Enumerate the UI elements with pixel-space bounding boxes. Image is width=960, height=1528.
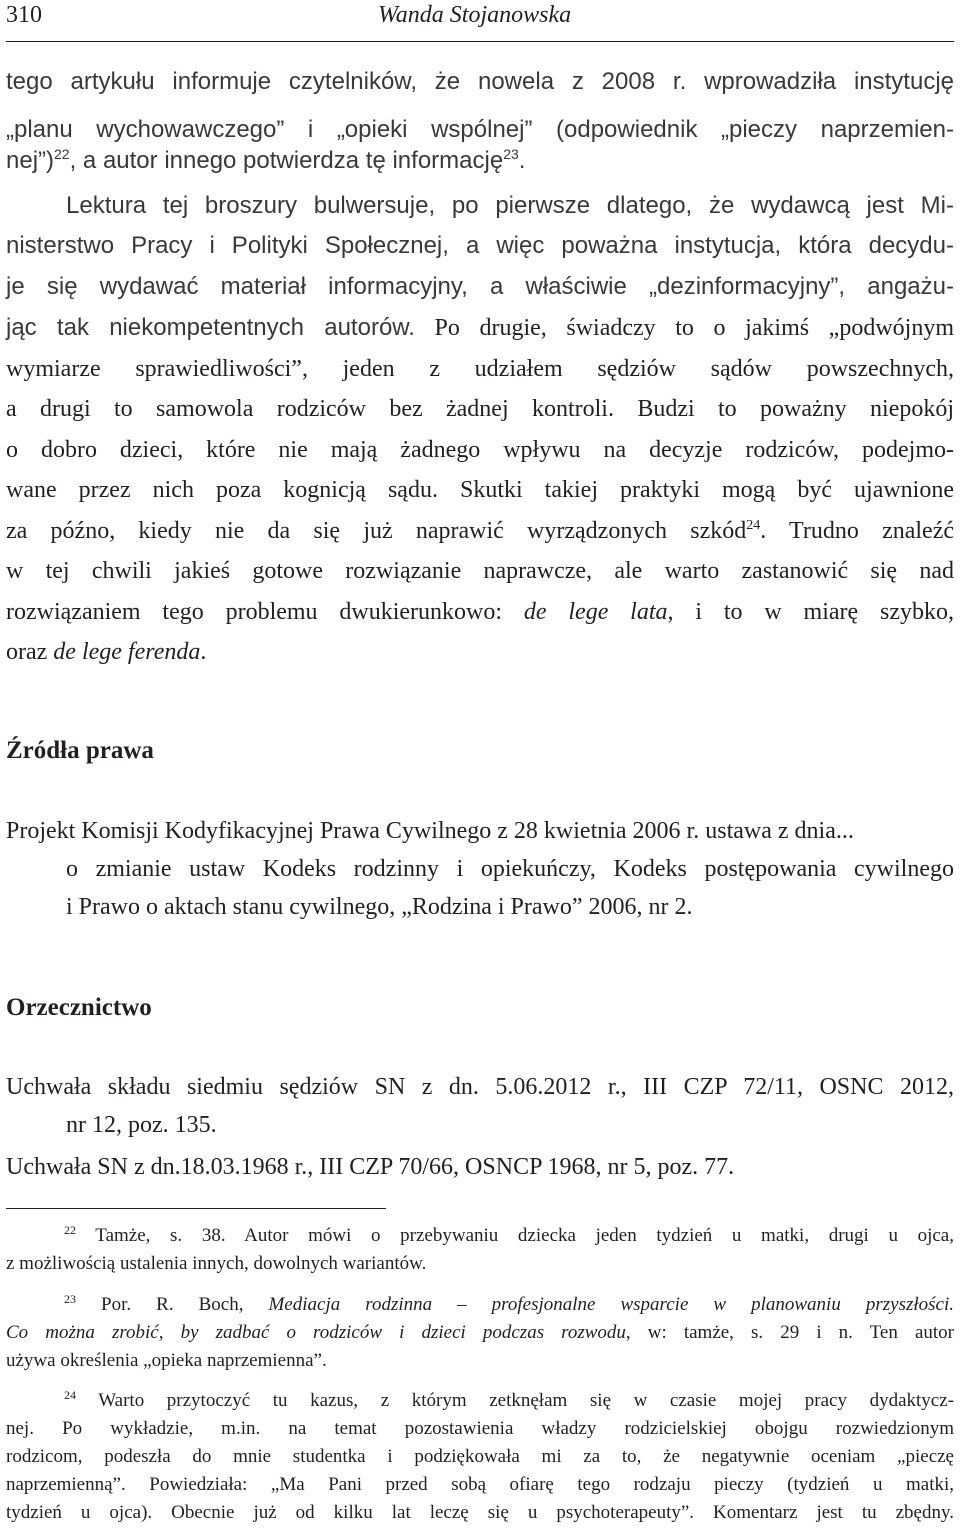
text: Skutki takiej praktyki mogą być ujawnione — [437, 477, 954, 503]
page-number: 310 — [6, 2, 42, 28]
footnote-24-cont: nej. Po wykładzie, m.in. na temat pozostawienia władzy rodzicielskiej obojgu rozwiedzionym — [6, 1418, 954, 1439]
text: Po drugie, świadczy to o jakimś „podwójnym — [414, 315, 954, 341]
text: za późno, kiedy nie da się już naprawić wyrządzonych szkód — [6, 518, 747, 544]
body-line — [6, 516, 954, 546]
text: nej”) — [6, 147, 55, 174]
header-rule — [6, 41, 954, 42]
text: jąc tak niekompetentnych autorów. — [6, 314, 415, 341]
body-line — [66, 191, 954, 221]
body-line — [6, 313, 954, 343]
text: o dobro dzieci, które nie mają żadnego wpływu na decyzje rodziców, podejmo- — [6, 437, 954, 463]
footnote-22 — [64, 1223, 954, 1249]
caselaw-entry-cont: nr 12, poz. 135. — [66, 1112, 217, 1138]
caselaw-entry: Uchwała składu siedmiu sędziów SN z dn. 5.06.2012 r., III CZP 72/11, OSNC 2012, — [6, 1074, 954, 1100]
reference-entry: Projekt Komisji Kodyfikacyjnej Prawa Cywilnego z 28 kwietnia 2006 r. ustawa z dnia... — [6, 818, 854, 844]
text: nisterstwo Pracy i Polityki Społecznej, a więc poważna instytucja, która decydu- — [6, 232, 954, 259]
body-line — [6, 394, 954, 424]
footnote-23-cont — [6, 1320, 954, 1346]
caselaw-entry: Uchwała SN z dn.18.03.1968 r., III CZP 70/66, OSNCP 1968, nr 5, poz. 77. — [6, 1154, 735, 1180]
footnote-24 — [64, 1388, 954, 1414]
latin-term: de lege lata — [523, 599, 668, 625]
reference-entry-cont: o zmianie ustaw Kodeks rodzinny i opiekuńczy, Kodeks postępowania cywilnego — [66, 856, 954, 882]
footnote-number: 23 — [64, 1292, 76, 1306]
text: je się wydawać materiał informacyjny, a właściwie „dezinformacyjny”, angażu- — [6, 273, 954, 300]
text: rozwiązaniem tego problemu dwukierunkowo: — [6, 599, 524, 625]
text: wymiarze sprawiedliwości”, jeden z udziałem sędziów sądów powszechnych, — [6, 356, 954, 382]
text: , i to w miarę szybko, — [667, 599, 955, 625]
running-title: Wanda Stojanowska — [378, 2, 572, 28]
text: , a autor innego potwierdza tę informację — [69, 147, 504, 174]
text: tego artykułu informuje czytelników, że nowela z 2008 r. wprowadziła instytucję — [6, 68, 954, 95]
text: Lektura tej broszury bulwersuje, po pierwsze dlatego, że wydawcą jest Mi- — [66, 192, 954, 219]
text: w tej chwili jakieś gotowe rozwiązanie naprawcze, ale warto zastanowić się nad — [6, 558, 954, 584]
footnote-24-cont: rodzicom, podeszła do mnie studentka i podziękowała mi za to, że negatywnie oceniam „pieczę — [6, 1446, 954, 1467]
text: oraz — [6, 639, 54, 665]
text: Budzi to poważny niepokój — [613, 396, 955, 422]
footnote-24-cont: naprzemienną”. Powiedziała: „Ma Pani przed sobą ofiarę tego rodzaju pieczy (tydzień u matki, — [6, 1474, 954, 1495]
footnote-ref-23[interactable]: 23 — [503, 146, 519, 162]
footnote-23-cont: używa określenia „opieka naprzemienna”. — [6, 1350, 327, 1371]
body-line — [6, 231, 954, 261]
text: . — [518, 147, 526, 174]
footnote-ref-24[interactable]: 24 — [746, 518, 761, 533]
text: Warto przytoczyć tu kazus, z którym zetknęłam się w czasie mojej pracy dydaktycz- — [76, 1390, 954, 1411]
footnote-23 — [64, 1292, 954, 1318]
body-line — [6, 115, 954, 145]
text: a drugi to samowola rodziców bez żadnej kontroli. — [6, 396, 614, 422]
running-header — [0, 0, 960, 40]
footnote-number: 24 — [64, 1388, 76, 1402]
text: Por. R. Boch, — [76, 1294, 269, 1315]
cited-title: Mediacja rodzinna – profesjonalne wsparcie w planowaniu przyszłości. — [268, 1294, 955, 1315]
cited-title: Co można zrobić, by zadbać o rodziców i dzieci podczas rozwodu — [6, 1322, 626, 1343]
footnote-22-cont: z możliwością ustalenia innych, dowolnych wariantów. — [6, 1253, 427, 1274]
body-line — [6, 637, 206, 667]
body-line — [6, 272, 954, 302]
footnote-ref-22[interactable]: 22 — [54, 146, 70, 162]
section-heading-caselaw: Orzecznictwo — [6, 994, 152, 1021]
body-line — [6, 556, 954, 586]
latin-term: de lege ferenda — [53, 639, 201, 665]
footnote-24-cont: tydzień u ojca). Obecnie już od kilku lat leczę się u psychoterapeuty”. Komentarz jest tu zbędny. — [6, 1502, 954, 1523]
body-line — [6, 597, 954, 627]
text: wane przez nich poza kognicją sądu. — [6, 477, 438, 503]
reference-entry-cont: i Prawo o aktach stanu cywilnego, „Rodzina i Prawo” 2006, nr 2. — [66, 894, 693, 920]
text: . Trudno znaleźć — [760, 518, 954, 544]
text: , w: tamże, s. 29 i n. Ten autor — [625, 1322, 954, 1343]
body-line — [6, 67, 954, 97]
body-line — [6, 475, 954, 505]
section-heading-sources: Źródła prawa — [6, 737, 154, 764]
text: „planu wychowawczego” i „opieki wspólnej” (odpowiednik „pieczy naprzemien- — [6, 116, 954, 143]
text: . — [200, 639, 207, 665]
body-line — [6, 354, 954, 384]
footnote-rule — [6, 1208, 386, 1209]
body-line — [6, 146, 525, 176]
footnote-number: 22 — [64, 1223, 76, 1237]
body-line — [6, 435, 954, 465]
text: Tamże, s. 38. Autor mówi o przebywaniu dziecka jeden tydzień u matki, drugi u ojca, — [76, 1225, 954, 1246]
